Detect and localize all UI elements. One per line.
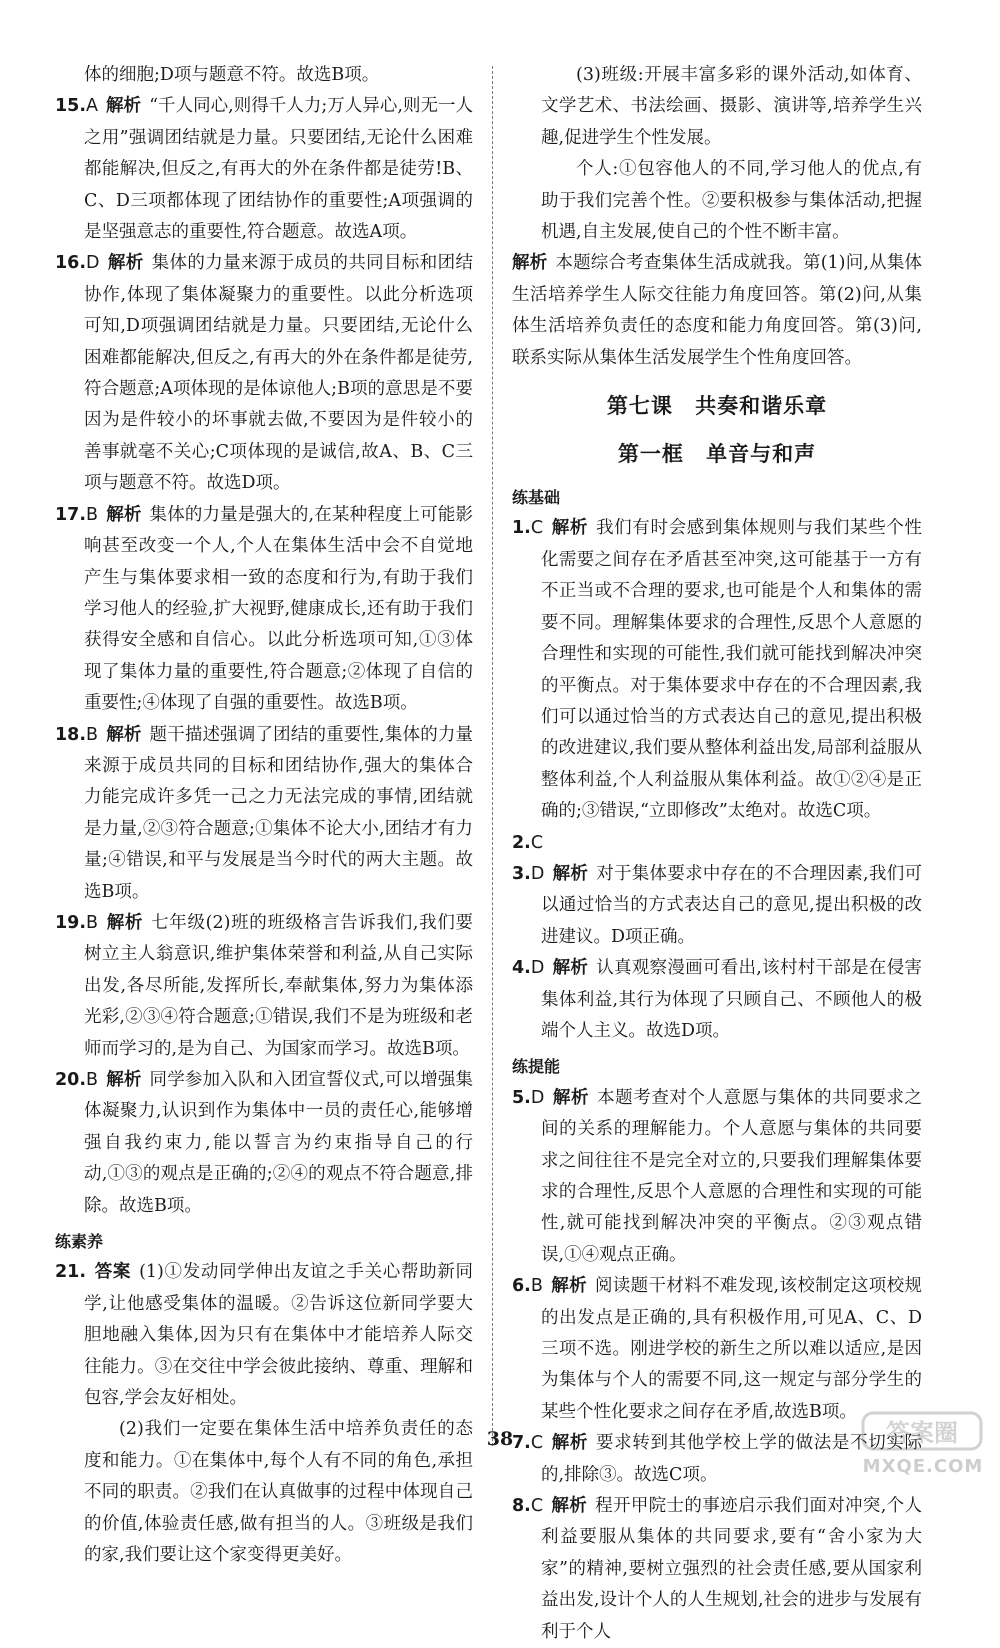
item-text: 同学参加入队和入团宣誓仪式,可以增强集体凝聚力,认识到作为集体中一员的责任心,能够增强自我约束力,能以誓言为约束指导自己的行动,①③的观点是正确的;②④的观点不符合题意,排除。故选B项。 (84, 1070, 474, 1216)
question-number: 20. (55, 1070, 87, 1090)
lesson-title: 第七课 共奏和谐乐章 (606, 394, 828, 419)
answer-item (55, 720, 473, 908)
continued-text: 体的细胞;D项与题意不符。故选B项。 (84, 65, 380, 85)
answer-letter: C (530, 832, 544, 853)
column-divider (492, 66, 493, 1446)
section-heading: 练素养 (55, 1232, 104, 1252)
item-text: 集体的力量是强大的,在某种程度上可能影响甚至改变一个人,个人在集体生活中会不自觉地产生与集体要求相一致的态度和行为,有助于我们学习他人的经验,扩大视野,健康成长,还有助于我们获得安全感和自信心。以此分析选项可知,①③体现了集体力量的重要性,符合题意;②体现了自信的重要性;④体现了自强的重要性。故选B项。 (84, 504, 474, 714)
answer-item (55, 500, 473, 720)
item-text: “千人同心,则得千人力;万人异心,则无一人之用”强调团结就是力量。只要团结,无论什么困难都能解决,但反之,有再大的外在条件都是徒劳!B、C、D三项都体现了团结协作的重要性;A项强调的是坚强意志的重要性,符合题意。故选A项。 (84, 96, 474, 243)
answer-letter: D (530, 958, 545, 979)
item-text: 集体的力量来源于成员的共同目标和团结协作,体现了集体凝聚力的重要性。以此分析选项可知,D项强调团结就是力量。只要团结,无论什么困难都能解决,但反之,有再大的外在条件都是徒劳,符合题意;A项体现的是体谅他人;B项的意思是不要因为是件较小的坏事就去做,不要因为是件较小的善事就毫不关心;C项体现的是诚信,故A、B、C三项与题意不符。故选D项。 (84, 253, 473, 494)
answer-letter: B (530, 1276, 543, 1297)
question-number: 5. (512, 1087, 531, 1108)
item-text: 程开甲院士的事迹启示我们面对冲突,个人利益要服从集体的共同要求,要有“舍小家为大家”的精神,要树立强烈的社会责任感,要从国家利益出发,设计个人的人生规划,社会的进步与发展有利于个人 (541, 1496, 923, 1642)
item-text: (1)①发动同学伸出友谊之手关心帮助新同学,让他感受集体的温暖。②告诉这位新同学要大胆地融入集体,因为只有在集体中才能培养人际交往能力。③在交往中学会彼此接纳、尊重、理解和包容,学会友好相处。 (84, 1262, 474, 1409)
keyword-label: 解析 (106, 504, 142, 525)
answer-item (512, 953, 922, 1047)
question-number: 16. (55, 253, 87, 274)
keyword-label: 解析 (107, 253, 144, 274)
answer-letter: A (86, 96, 98, 117)
keyword-label: 解析 (550, 1276, 587, 1297)
section-heading: 练提能 (512, 1057, 561, 1077)
watermark-brand: 答案圈 (886, 1419, 958, 1447)
question-number: 19. (55, 912, 87, 933)
answer-letter: B (86, 504, 99, 525)
question-number: 15. (55, 96, 87, 117)
note-text: 本题综合考查集体生活成就我。第(1)问,从集体生活培养学生人际交往能力角度回答。第(2)问,从集体生活培养负责任的态度和能力角度回答。第(3)问,联系实际从集体生活发展学生个性角度回答。 (512, 253, 923, 368)
item-text: 阅读题干材料不难发现,该校制定这项校规的出发点是正确的,具有积极作用,可见A、C、D三项不选。刚进学校的新生之所以难以适应,是因为集体与个人的需要不同,这一规定与部分学生的某些个性化要求之间存在矛盾,故选B项。 (541, 1276, 923, 1422)
keyword-label: 解析 (552, 863, 589, 884)
answer-item (512, 859, 922, 953)
answer-letter: D (86, 253, 100, 274)
keyword-label: 解析 (106, 912, 144, 933)
question-number: 6. (512, 1276, 531, 1297)
keyword-label: 解析 (106, 724, 142, 745)
answer-letter: C (530, 1433, 544, 1454)
answer-item (55, 91, 473, 248)
question-number: 2. (512, 832, 531, 853)
answer-letter: B (86, 724, 99, 745)
item-text: 认真观察漫画可看出,该村村干部是在侵害集体利益,其行为体现了只顾自己、不顾他人的极端个人主义。故选D项。 (541, 958, 922, 1041)
keyword-label: 答案 (94, 1262, 132, 1283)
answer-item (55, 1065, 473, 1222)
answer-item (512, 513, 922, 827)
question-number: 7. (512, 1433, 531, 1454)
answer-item (512, 828, 922, 859)
answer-item (55, 248, 473, 499)
keyword-label: 解析 (106, 96, 142, 117)
answer-letter: D (530, 1087, 545, 1108)
watermark-site: MXQE.COM (862, 1456, 984, 1477)
keyword-label: 解析 (551, 518, 589, 539)
keyword-label: 解析 (552, 1087, 590, 1108)
page-number: 38 (486, 1428, 514, 1450)
analysis-note (512, 248, 922, 374)
answer-paragraph: 个人:①包容他人的不同,学习他人的优点,有助于我们完善个性。②要积极参与集体活动,把握机遇,自主发展,使自己的个性不断丰富。 (541, 159, 922, 243)
section-title: 第一框 单音与和声 (617, 442, 817, 467)
item-text: 我们有时会感到集体规则与我们某些个性化需要之间存在矛盾甚至冲突,这可能基于一方有不正当或不合理的要求,也可能是个人和集体的需要不同。理解集体要求的合理性,反思个人意愿的合理性和实现的可能性,我们就可能找到解决冲突的平衡点。对于集体要求中存在的不合理因素,我们可以通过恰当的方式表达自己的意见,提出积极的改进建议,我们要从整体利益出发,局部利益服从整体利益,个人利益服从集体利益。故①②④是正确的;③错误,“立即修改”太绝对。故选C项。 (541, 518, 923, 822)
question-number: 17. (55, 504, 87, 525)
item-text: 题干描述强调了团结的重要性,集体的力量来源于成员共同的目标和团结协作,强大的集体合力能完成许多凭一己之力无法完成的事情,团结就是力量,②③符合题意;①集体不论大小,团结才有力量;④错误,和平与发展是当今时代的两大主题。故选B项。 (84, 724, 474, 902)
watermark-logo (858, 1409, 988, 1477)
item-text: 本题考查对个人意愿与集体的共同要求之间的关系的理解能力。个人意愿与集体的共同要求之间往往不是完全对立的,只要我们理解集体要求的合理性,反思个人意愿的合理性和实现的可能性,就可能找到解决冲突的平衡点。②③观点错误,①④观点正确。 (541, 1087, 923, 1265)
question-number: 3. (512, 863, 531, 884)
question-number: 21. (55, 1262, 87, 1283)
answer-item (512, 1491, 922, 1648)
answer-item (512, 1083, 922, 1271)
answer-item (55, 1257, 473, 1414)
answer-paragraph: (2)我们一定要在集体生活中培养负责任的态度和能力。①在集体中,每个人有不同的角色,承担不同的职责。②我们在认真做事的过程中体现自己的价值,体验责任感,做有担当的人。③班级是我们的家,我们要让这个家变得更美好。 (84, 1419, 473, 1566)
answer-letter: C (530, 518, 544, 539)
keyword-label: 解析 (106, 1070, 142, 1090)
item-text: 七年级(2)班的班级格言告诉我们,我们要树立主人翁意识,维护集体荣誉和利益,从自己实际出发,各尽所能,发挥所长,奉献集体,努力为集体添光彩,②③④符合题意;①错误,我们不是为班级和老师而学习的,是为自己、为国家而学习。故选B项。 (84, 912, 473, 1059)
keyword-label: 解析 (551, 1433, 589, 1454)
keyword-label: 解析 (551, 1496, 588, 1517)
left-column (55, 60, 473, 1572)
answer-letter: B (86, 1070, 99, 1090)
section-heading: 练基础 (512, 488, 561, 508)
item-text: 对于集体要求中存在的不合理因素,我们可以通过恰当的方式表达自己的意见,提出积极的改进建议。D项正确。 (541, 863, 922, 947)
answer-letter: D (530, 863, 545, 884)
question-number: 8. (512, 1496, 531, 1517)
answer-item (55, 908, 473, 1065)
answer-item (512, 1271, 922, 1428)
answer-letter: B (86, 912, 99, 933)
watermark-badge-icon (860, 1409, 984, 1453)
item-text: 要求转到其他学校上学的做法是不切实际的,排除③。故选C项。 (541, 1433, 923, 1485)
answer-paragraph: (3)班级:开展丰富多彩的课外活动,如体育、文学艺术、书法绘画、摄影、演讲等,培养学生兴趣,促进学生个性发展。 (541, 65, 922, 148)
answer-letter: C (530, 1496, 544, 1517)
keyword-label: 解析 (552, 958, 589, 979)
question-number: 18. (55, 724, 87, 745)
question-number: 4. (512, 958, 531, 979)
question-number: 1. (512, 518, 531, 539)
keyword-label: 解析 (512, 253, 548, 274)
